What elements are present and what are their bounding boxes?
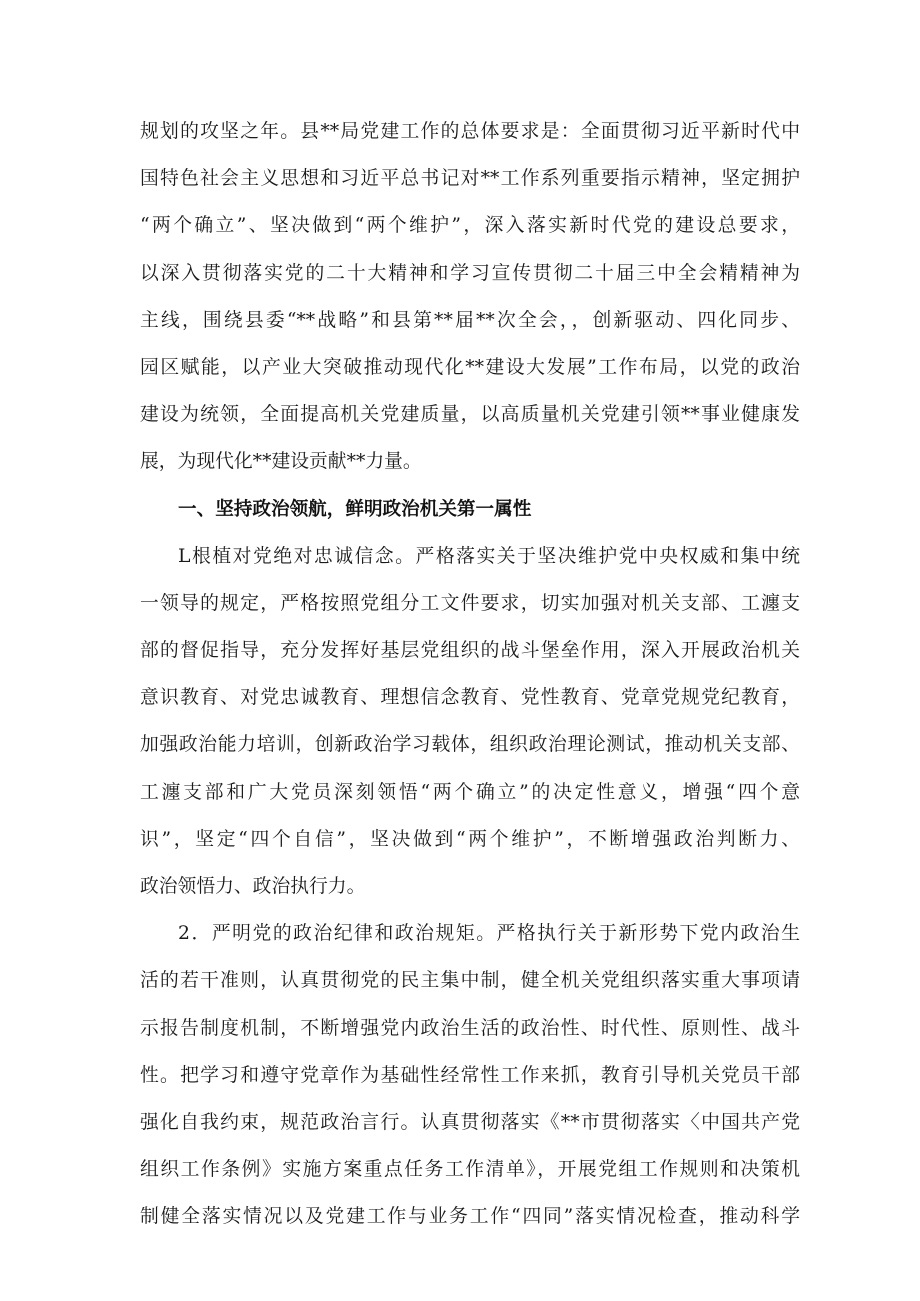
item1-line: 部的督促指导，充分发挥好基层党组织的战斗堡垒作用，深入开展政治机关 (140, 640, 800, 662)
item1-line: L根植对党绝对忠诚信念。严格落实关于坚决维护党中央权威和集中统 (178, 545, 800, 567)
item1-line: 加强政治能力培训，创新政治学习载体，组织政治理论测试，推动机关支部、 (140, 734, 800, 756)
item1-line: 政治领悟力、政治执行力。 (140, 876, 366, 897)
section-heading: 一、坚持政治领航，鲜明政治机关第一属性 (178, 498, 532, 520)
item1-line: 意识教育、对党忠诚教育、理想信念教育、党性教育、党章党规党纪教育， (140, 687, 800, 709)
intro-line: 国特色社会主义思想和习近平总书记对**工作系列重要指示精神，坚定拥护 (140, 168, 800, 190)
intro-line: 建设为统领，全面提高机关党建质量，以高质量机关党建引领**事业健康发 (140, 404, 800, 426)
item2-line: 组织工作条例》实施方案重点任务工作清单》，开展党组工作规则和决策机 (140, 1159, 800, 1181)
intro-line: 主线，围绕县委“**战略”和县第**届**次全会，，创新驱动、四化同步、 (140, 309, 800, 331)
intro-line: 以深入贯彻落实党的二十大精神和学习宣传贯彻二十届三中全会精精神为 (140, 262, 800, 284)
document-body (140, 108, 800, 1241)
item2-line: 性。把学习和遵守党章作为基础性经常性工作来抓，教育引导机关党员干部 (140, 1064, 800, 1086)
intro-line: 园区赋能，以产业大突破推动现代化**建设大发展”工作布局，以党的政治 (140, 356, 800, 378)
item1-line: 识”，坚定“四个自信”，坚决做到“两个维护”，不断增强政治判断力、 (140, 828, 800, 850)
item1-line: 工瀍支部和广大党员深刻领悟“两个确立”的决定性意义，增强“四个意 (140, 781, 800, 803)
item2-line: 2．严明党的政治纪律和政治规矩。严格执行关于新形势下党内政治生 (178, 923, 800, 945)
item2-line: 示报告制度机制，不断增强党内政治生活的政治性、时代性、原则性、战斗 (140, 1017, 800, 1039)
item2-line: 强化自我约束，规范政治言行。认真贯彻落实《**市贯彻落实〈中国共产党 (140, 1111, 800, 1133)
intro-line: 展，为现代化**建设贡献**力量。 (140, 451, 422, 473)
item1-line: 一领导的规定，严格按照党组分工文件要求，切实加强对机关支部、工瀍支 (140, 592, 800, 614)
intro-line: 规划的攻坚之年。县**局党建工作的总体要求是：全面贯彻习近平新时代中 (140, 121, 800, 142)
intro-line: “两个确立”、坚决做到“两个维护”，深入落实新时代党的建设总要求， (140, 215, 800, 237)
item2-line: 活的若干准则，认真贯彻党的民主集中制，健全机关党组织落实重大事项请 (140, 970, 800, 992)
item2-line: 制健全落实情况以及党建工作与业务工作“四同”落实情况检查，推动科学 (140, 1206, 800, 1228)
